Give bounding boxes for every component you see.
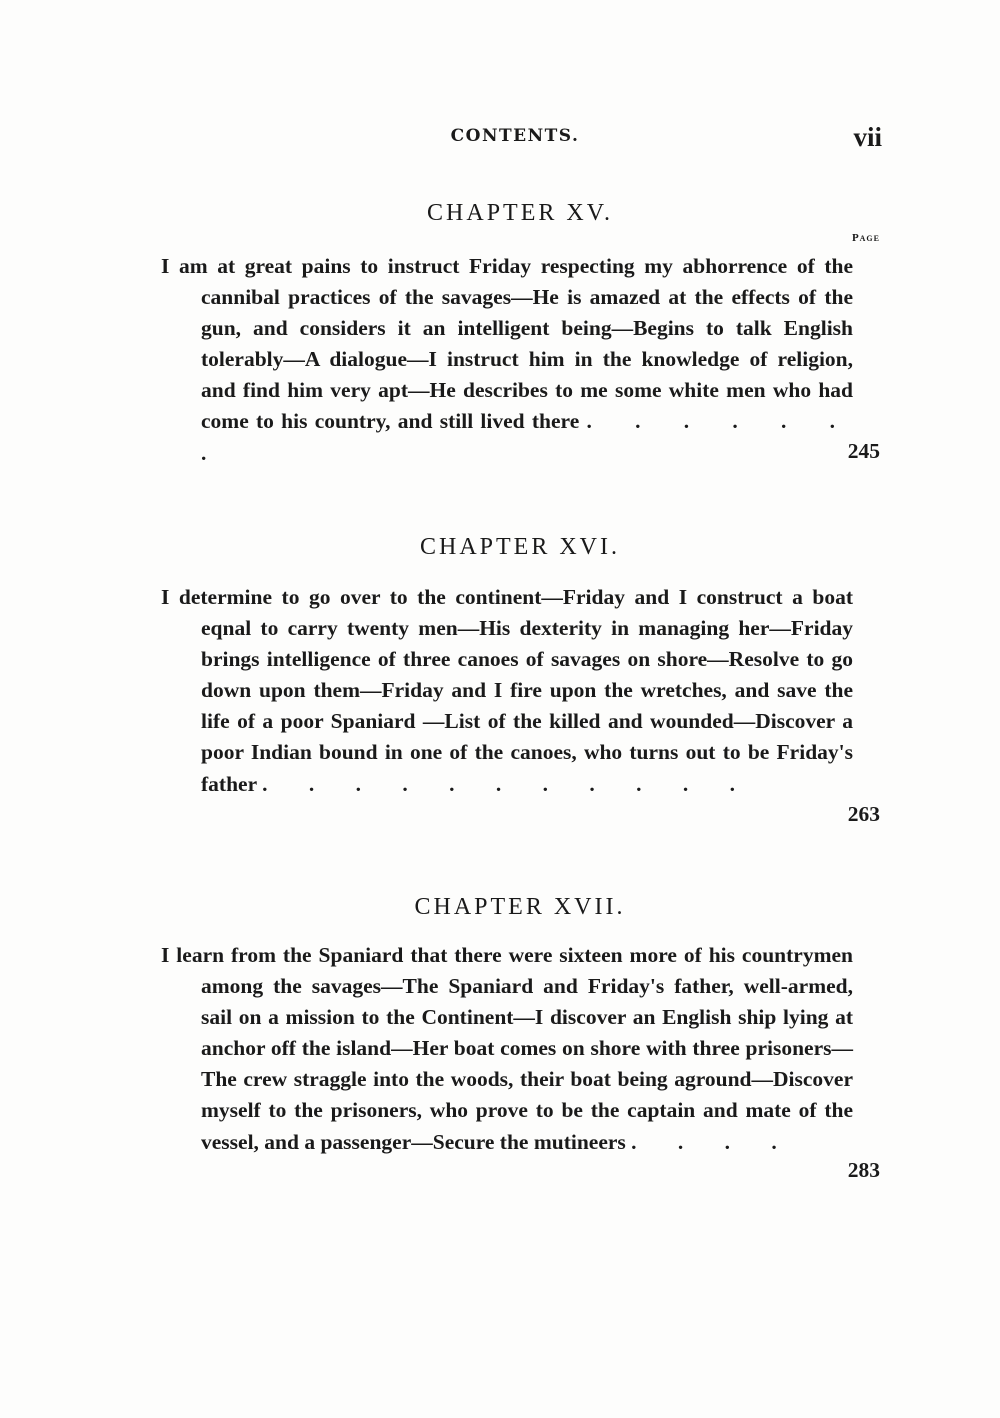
- running-head: [0, 124, 1000, 154]
- chapter-heading: CHAPTER XVI.: [419, 534, 620, 560]
- page-column-label: Page: [851, 232, 880, 244]
- dot-leaders: . . . .: [631, 1129, 795, 1154]
- dot-leaders: . . . . . . . . . . .: [262, 771, 753, 796]
- page-number: 263: [847, 802, 880, 826]
- page-folio: vii: [853, 122, 882, 152]
- page-number: 245: [847, 439, 880, 463]
- dot-leaders: . . . . . . .: [201, 409, 854, 465]
- chapter-summary: [161, 940, 853, 1158]
- chapter-heading: CHAPTER XVII.: [414, 894, 626, 920]
- chapter-summary: [161, 582, 853, 800]
- page-number: 283: [847, 1158, 880, 1182]
- summary-text: I determine to go over to the continent—Friday and I construct a boat eqnal to carry twenty men—His dexterity in managing her—Friday brings intelligence of three canoes of savages on shore—Resolve to go down upon them—Friday and I fire upon the wretches, and save the life of a poor Spaniard —List of the killed and wounded—Discover a poor Indian bound in one of the canoes, who turns out to be Friday's father: [161, 585, 853, 796]
- running-title: CONTENTS.: [450, 126, 580, 146]
- chapter-heading: CHAPTER XV.: [427, 200, 613, 226]
- summary-text: I learn from the Spaniard that there were sixteen more of his countrymen among the savages—The Spaniard and Friday's father, well-armed, sail on a mission to the Continent—I discover an English ship lying at anchor off the island—Her boat comes on shore with three prisoners—The crew straggle into the woods, their boat being aground—Discover myself to the prisoners, who prove to be the captain and mate of the vessel, and a passenger—Secure the mutineers: [161, 943, 853, 1154]
- chapter-summary: [161, 251, 853, 469]
- summary-text: I am at great pains to instruct Friday respecting my abhorrence of the cannibal practices of the savages—He is amazed at the effects of the gun, and considers it an intelligent being—Begins to talk English tolerably—A dialogue—I instruct him in the knowledge of religion, and find him very apt—He describes to me some white men who had come to his country, and still lived there: [161, 254, 853, 434]
